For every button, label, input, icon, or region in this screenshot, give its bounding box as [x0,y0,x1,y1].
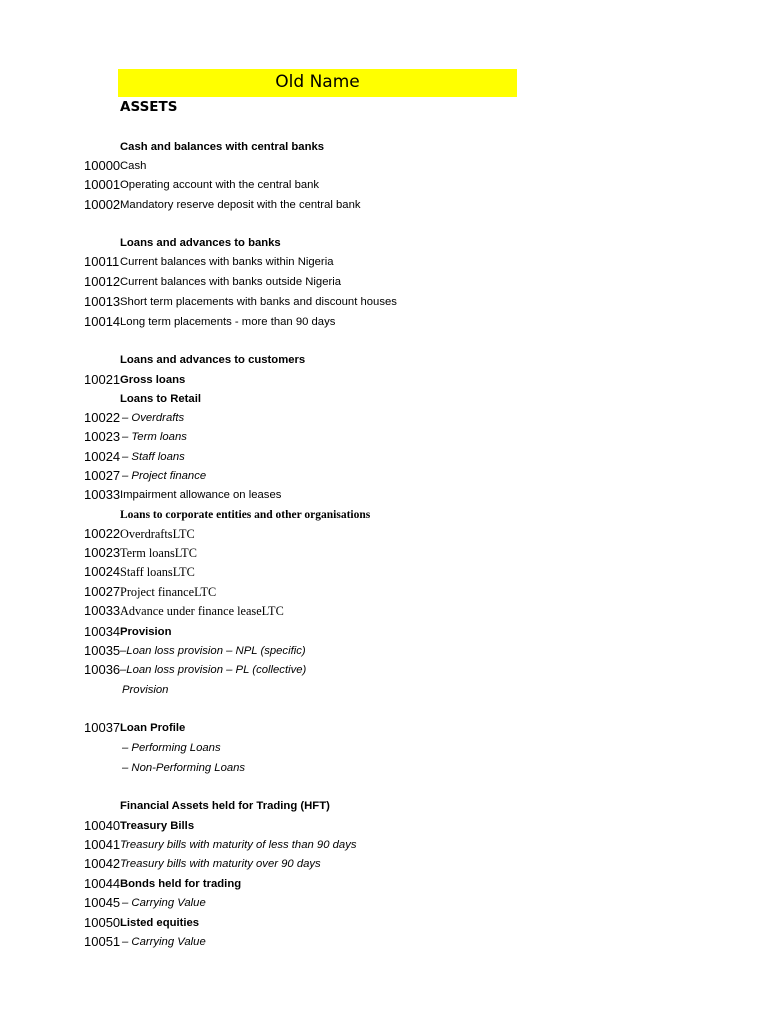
account-code: 10022 [84,410,121,425]
row-label: Operating account with the central bank [120,179,320,191]
row-label: – Carrying Value [122,897,206,909]
row-label: – Non-Performing Loans [122,762,246,774]
row-label: Loans and advances to banks [120,237,281,249]
account-code: 10024 [84,449,121,464]
row-label: Loans to Retail [120,393,201,405]
row-label: Listed equities [120,917,200,929]
row-label: – Performing Loans [122,742,221,754]
row-label: Advance under finance leaseLTC [120,604,284,618]
account-code: 10027 [84,584,121,599]
account-code: 10027 [84,468,121,483]
account-code: 10035 [84,643,121,658]
row-label: Treasury bills with maturity of less than 90 days [120,839,357,851]
account-code: 10050 [84,915,121,930]
row-label: Cash [120,160,147,172]
row-label: –Loan loss provision – PL (collective) [120,664,307,676]
account-code: 10012 [84,274,121,289]
row-label: Loans to corporate entities and other organisations [120,509,371,521]
row-label: Treasury bills with maturity over 90 days [120,858,321,870]
row-label: Loans and advances to customers [120,354,306,366]
row-label: Provision [122,684,169,696]
account-code: 10014 [84,314,121,329]
row-label: Mandatory reserve deposit with the central bank [120,199,361,211]
account-code: 10040 [84,818,121,833]
row-label: Current balances with banks within Nigeria [120,256,334,268]
row-label: – Carrying Value [122,936,206,948]
row-label: –Loan loss provision – NPL (specific) [120,645,306,657]
row-label: Impairment allowance on leases [120,489,282,501]
row-label: Staff loansLTC [120,565,195,579]
row-label: Gross loans [120,374,186,386]
account-code: 10041 [84,837,121,852]
account-code: 10021 [84,372,121,387]
account-code: 10033 [84,487,121,502]
account-code: 10034 [84,624,121,639]
row-label: OverdraftsLTC [120,527,195,541]
section-title: ASSETS [120,99,178,115]
account-code: 10023 [84,429,121,444]
row-label: Cash and balances with central banks [120,141,325,153]
row-label: – Overdrafts [122,412,185,424]
account-code: 10022 [84,526,121,541]
row-label: – Project finance [122,470,207,482]
row-label: Bonds held for trading [120,878,242,890]
account-code: 10013 [84,294,121,309]
account-code: 10045 [84,895,121,910]
account-code: 10024 [84,564,121,579]
row-label: Project financeLTC [120,585,217,599]
row-label: Short term placements with banks and discount houses [120,296,397,308]
row-label: Provision [120,626,172,638]
row-label: – Staff loans [122,451,185,463]
account-code: 10042 [84,856,121,871]
account-code: 10011 [84,254,120,269]
account-code: 10001 [84,177,121,192]
header-banner: Old Name [118,69,517,97]
account-code: 10044 [84,876,121,891]
account-code: 10033 [84,603,121,618]
account-code: 10051 [84,934,121,949]
row-label: Treasury Bills [120,820,195,832]
account-code: 10036 [84,662,121,677]
row-label: Current balances with banks outside Nigeria [120,276,342,288]
account-code: 10023 [84,545,121,560]
row-label: Long term placements - more than 90 days [120,316,336,328]
account-code: 10002 [84,197,121,212]
row-label: Financial Assets held for Trading (HFT) [120,800,330,812]
row-label: Loan Profile [120,722,186,734]
account-code: 10037 [84,720,121,735]
row-label: Term loansLTC [120,546,197,560]
account-code: 10000 [84,158,121,173]
row-label: – Term loans [122,431,187,443]
